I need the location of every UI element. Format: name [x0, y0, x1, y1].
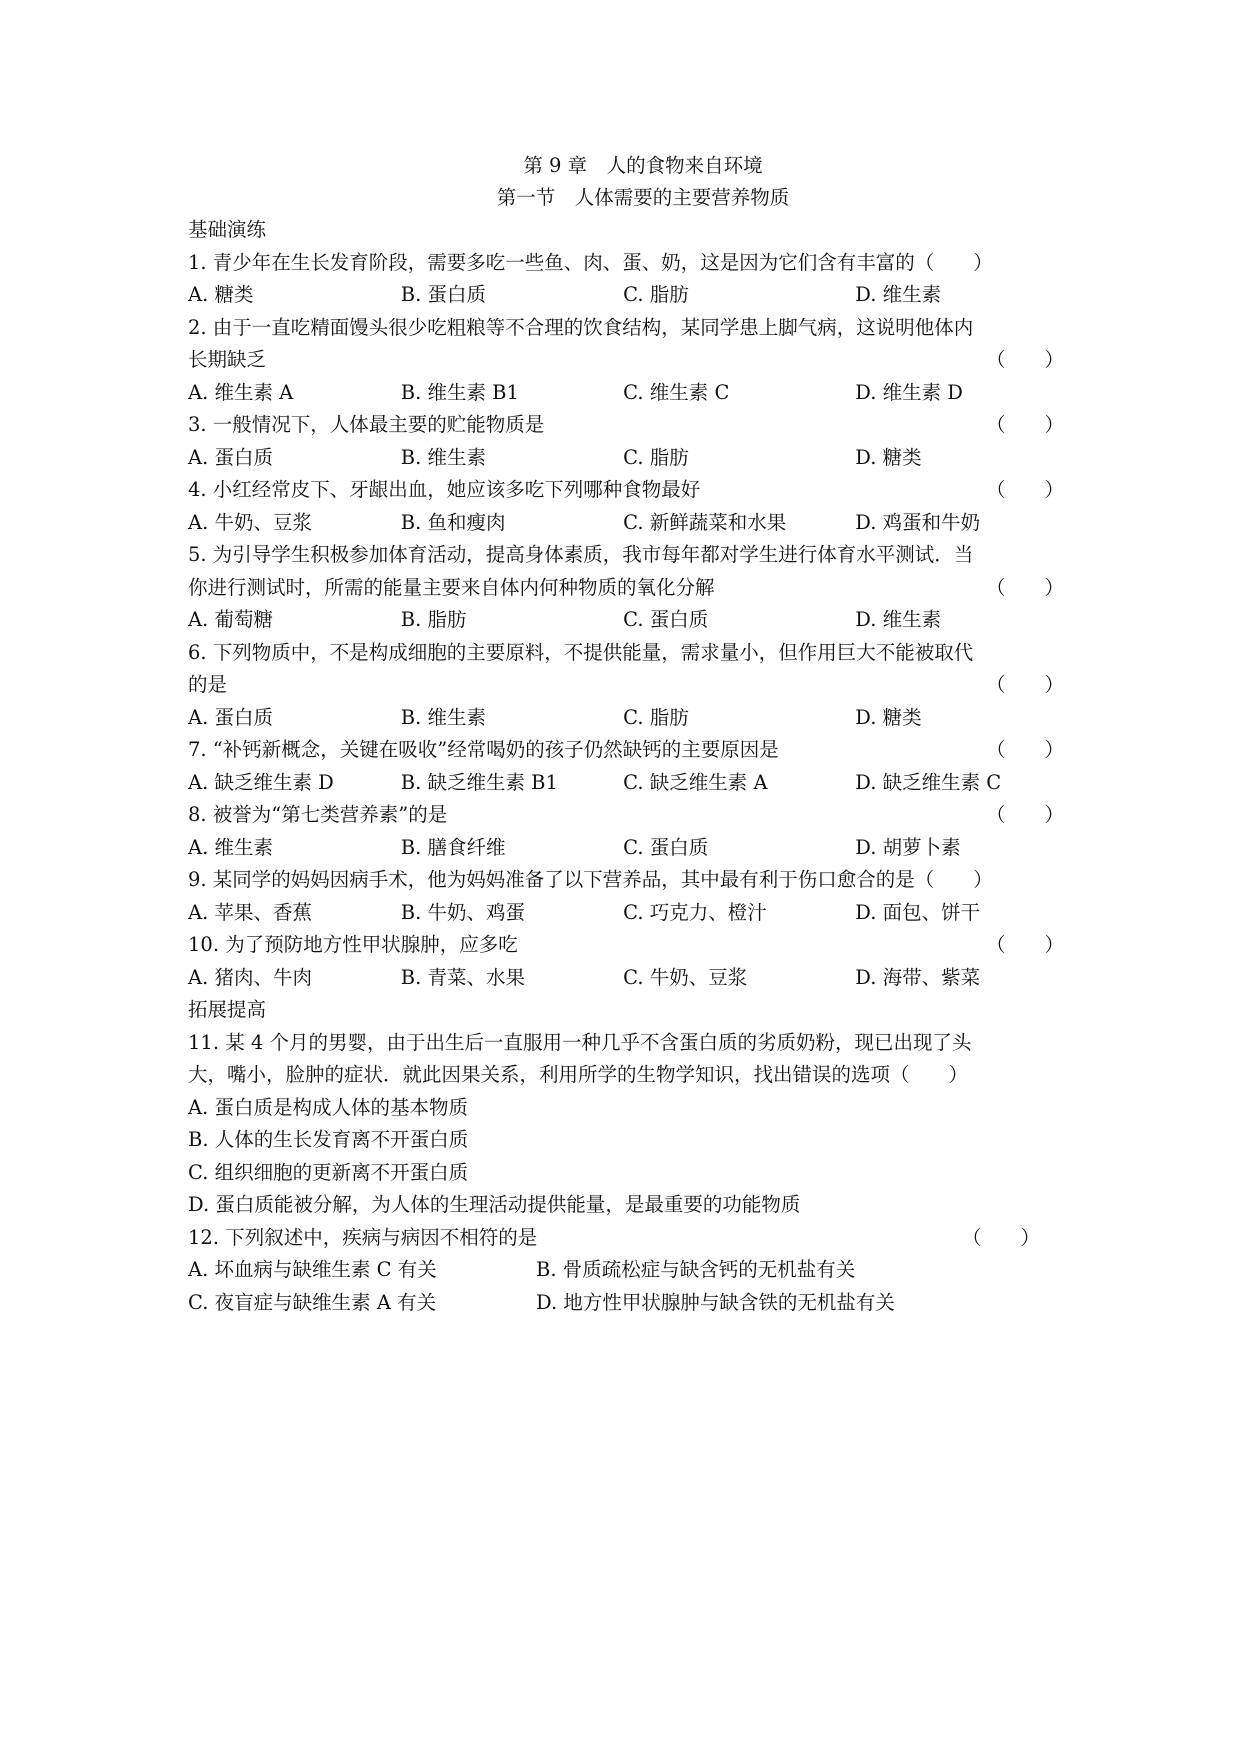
option-b: B. 缺乏维生素 B1 — [400, 770, 558, 794]
option-a: A. 维生素 A — [188, 380, 294, 404]
option-a: A. 糖类 — [188, 283, 254, 306]
question-1: 1. 青少年在生长发育阶段，需要多吃一些鱼、肉、蛋、奶，这是因为它们含有丰富的（ ） — [188, 250, 993, 274]
option-b: B. 维生素 B1 — [400, 380, 519, 404]
option-d: D. 地方性甲状腺肿与缺含铁的无机盐有关 — [536, 1290, 895, 1314]
option-c: C. 蛋白质 — [623, 835, 709, 859]
question-text: 12. 下列叙述中，疾病与病因不相符的是 — [188, 1225, 538, 1249]
option-a: A. 牛奶、豆浆 — [188, 510, 312, 534]
question-5-line1: 5. 为引导学生积极参加体育活动，提高身体素质，我市每年都对学生进行体育水平测试．当 — [188, 543, 974, 566]
option-a: A. 坏血病与缺维生素 C 有关 — [188, 1258, 437, 1281]
question-7 — [188, 734, 1068, 767]
option-b: B. 鱼和瘦肉 — [400, 510, 506, 534]
option-d: D. 蛋白质能被分解，为人体的生理活动提供能量，是最重要的功能物质 — [188, 1193, 801, 1216]
option-b: B. 骨质疏松症与缺含钙的无机盐有关 — [536, 1258, 856, 1281]
option-b: B. 脂肪 — [400, 608, 467, 631]
option-d: D. 维生素 — [855, 283, 942, 306]
question-text: 长期缺乏 — [188, 348, 267, 371]
option-a: A. 缺乏维生素 D — [188, 770, 334, 794]
answer-blank: （ ） — [985, 575, 1064, 599]
question-text: 3. 一般情况下，人体最主要的贮能物质是 — [188, 413, 545, 436]
option-d: D. 缺乏维生素 C — [855, 770, 1002, 794]
question-9: 9. 某同学的妈妈因病手术，他为妈妈准备了以下营养品，其中最有利于伤口愈合的是（ ） — [188, 868, 993, 891]
answer-blank: （ ） — [985, 933, 1064, 956]
option-a: A. 葡萄糖 — [188, 608, 273, 631]
options-9 — [188, 897, 1068, 930]
option-d: D. 海带、紫菜 — [855, 965, 981, 989]
options-1 — [188, 279, 1068, 312]
option-d: D. 维生素 — [855, 608, 942, 631]
options-8 — [188, 832, 1068, 865]
option-a: A. 苹果、香蕉 — [188, 900, 312, 924]
option-c: C. 组织细胞的更新离不开蛋白质 — [188, 1160, 469, 1184]
question-text: 7. “补钙新概念，关键在吸收”经常喝奶的孩子仍然缺钙的主要原因是 — [188, 738, 779, 761]
option-a: A. 蛋白质 — [188, 445, 273, 469]
option-b: B. 牛奶、鸡蛋 — [400, 900, 525, 924]
option-a: A. 猪肉、牛肉 — [188, 965, 312, 989]
options-2 — [188, 377, 1068, 410]
part-heading: 基础演练 — [188, 218, 267, 241]
question-2-line2 — [188, 344, 1068, 377]
question-12 — [188, 1222, 1068, 1255]
question-text: 8. 被誉为“第七类营养素”的是 — [188, 803, 448, 826]
question-6-line1: 6. 下列物质中，不是构成细胞的主要原料，不提供能量，需求量小，但作用巨大不能被取代 — [188, 640, 974, 664]
option-c: C. 脂肪 — [623, 445, 689, 469]
option-a: A. 维生素 — [188, 835, 273, 859]
option-c: C. 维生素 C — [623, 380, 730, 404]
option-a: A. 蛋白质是构成人体的基本物质 — [188, 1095, 468, 1119]
answer-blank: （ ） — [961, 1225, 1040, 1249]
section-title: 第一节 人体需要的主要营养物质 — [496, 186, 790, 209]
option-d: D. 糖类 — [855, 445, 922, 469]
options-4 — [188, 507, 1068, 540]
answer-blank: （ ） — [985, 738, 1064, 761]
question-8 — [188, 799, 1068, 832]
options-7 — [188, 767, 1068, 800]
option-c: C. 脂肪 — [623, 705, 689, 729]
question-11-line2: 大，嘴小，脸肿的症状．就此因果关系，利用所学的生物学知识，找出错误的选项（ ） — [188, 1063, 969, 1086]
option-d: D. 鸡蛋和牛奶 — [855, 510, 981, 534]
options-10 — [188, 962, 1068, 995]
option-b: B. 人体的生长发育离不开蛋白质 — [188, 1128, 469, 1151]
options-6 — [188, 702, 1068, 735]
worksheet — [188, 150, 1068, 1319]
question-3 — [188, 409, 1068, 442]
option-d: D. 胡萝卜素 — [855, 835, 961, 859]
option-c: C. 脂肪 — [623, 283, 689, 306]
chapter-title: 第 9 章 人的食物来自环境 — [523, 154, 763, 177]
option-c: C. 牛奶、豆浆 — [623, 965, 748, 989]
options-3 — [188, 442, 1068, 475]
option-c: C. 巧克力、橙汁 — [623, 900, 767, 924]
option-c: C. 缺乏维生素 A — [623, 770, 768, 794]
options-12-row2 — [188, 1287, 1068, 1320]
answer-blank: （ ） — [985, 803, 1064, 826]
question-4 — [188, 474, 1068, 507]
option-b: B. 维生素 — [400, 705, 486, 729]
question-text: 10. 为了预防地方性甲状腺肿，应多吃 — [188, 933, 518, 956]
option-c: C. 夜盲症与缺维生素 A 有关 — [188, 1290, 437, 1314]
part-heading: 拓展提高 — [188, 998, 267, 1021]
question-2-line1: 2. 由于一直吃精面馒头很少吃粗粮等不合理的饮食结构，某同学患上脚气病，这说明他体内 — [188, 315, 974, 339]
option-b: B. 膳食纤维 — [400, 835, 506, 859]
option-b: B. 青菜、水果 — [400, 965, 525, 989]
option-d: D. 糖类 — [855, 705, 922, 729]
question-5-line2 — [188, 572, 1068, 605]
option-d: D. 面包、饼干 — [855, 900, 981, 924]
option-d: D. 维生素 D — [855, 380, 963, 404]
option-b: B. 蛋白质 — [400, 283, 486, 306]
answer-blank: （ ） — [985, 413, 1064, 436]
answer-blank: （ ） — [985, 478, 1064, 501]
question-text: 的是 — [188, 673, 228, 696]
option-c: C. 新鲜蔬菜和水果 — [623, 510, 787, 534]
options-5 — [188, 604, 1068, 637]
option-a: A. 蛋白质 — [188, 705, 273, 729]
question-text: 你进行测试时，所需的能量主要来自体内何种物质的氧化分解 — [188, 575, 715, 599]
question-11-line1: 11. 某 4 个月的男婴，由于出生后一直服用一种几乎不含蛋白质的劣质奶粉，现已出现了头 — [188, 1030, 972, 1054]
question-text: 4. 小红经常皮下、牙龈出血，她应该多吃下列哪种食物最好 — [188, 478, 701, 501]
option-c: C. 蛋白质 — [623, 608, 709, 631]
answer-blank: （ ） — [985, 673, 1064, 696]
options-12-row1 — [188, 1254, 1068, 1287]
answer-blank: （ ） — [985, 348, 1064, 371]
question-6-line2 — [188, 669, 1068, 702]
question-10 — [188, 929, 1068, 962]
option-b: B. 维生素 — [400, 445, 486, 469]
